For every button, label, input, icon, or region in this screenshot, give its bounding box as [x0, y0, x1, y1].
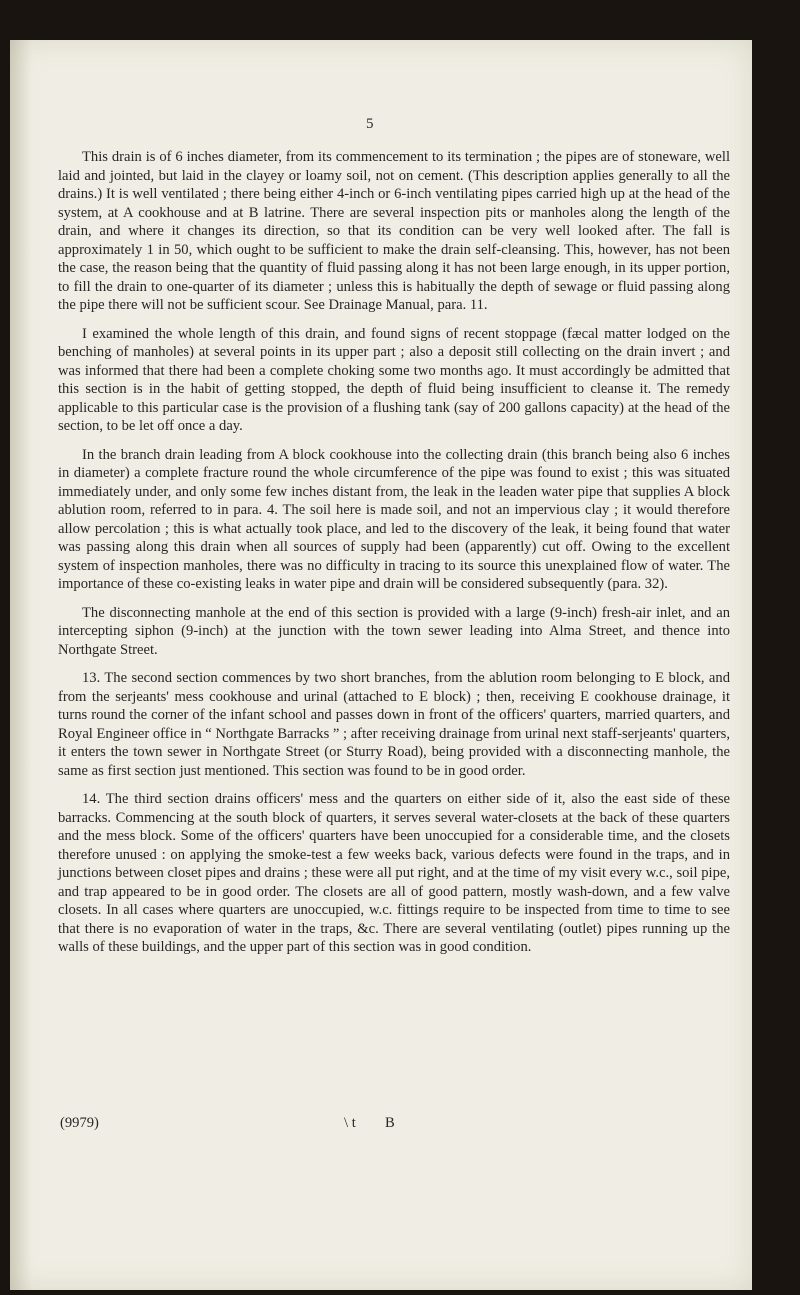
body-text [58, 148, 730, 957]
paragraph-branch-drain: In the branch drain leading from A block cookhouse into the collecting drain (this branch being also 6 inches in diameter) a complete fracture round the whole circumference of the pipe was found to exist ; this was situated immediately under, and only some few inches distant from, the leak in the leaden water pipe that supplies A block ablution room, referred to in para. 4. The soil here is made soil, and not an impervious clay ; it would therefore allow percolation ; this is what actually took place, and led to the discovery of the leak, it being found that water was passing along this drain when all sources of supply had been (apparently) cut off. Owing to the excellent system of inspection manholes, there was no difficulty in tracing to its source this unexplained flow of water. The importance of these co-existing leaks in water pipe and drain will be considered subsequently (para. 32). [58, 446, 730, 592]
paragraph-third-section: 14. The third section drains officers' mess and the quarters on either side of it, also the east side of these barracks. Commencing at the south block of quarters, it serves several water-closets at the back of these quarters and the mess block. Some of the officers' quarters have been unoccupied for a considerable time, and the closets therefore unused : on applying the smoke-test a few weeks back, various defects were found in the traps, and in junctions between closet pipes and drains ; these were all put right, and at the time of my visit every w.c., soil pipe, and trap appeared to be in good order. The closets are all of good pattern, mostly wash-down, and a few valve closets. In all cases where quarters are unoccupied, w.c. fittings require to be inspected from time to time to see that there is no evaporation of water in the traps, &c. There are several ventilating (outlet) pipes running up the walls of these buildings, and the upper part of this section was in good condition. [58, 791, 730, 955]
signature-letter: B [384, 1115, 395, 1131]
paragraph-disconnecting-manhole: The disconnecting manhole at the end of this section is provided with a large (9-inch) fresh-air inlet, and an intercepting siphon (9-inch) at the junction with the town sewer leading into Alma Street, and thence into Northgate Street. [58, 604, 730, 658]
signature-mark [344, 1115, 395, 1132]
print-code: (9979) [60, 1115, 99, 1131]
page-binding-shadow [10, 40, 32, 1290]
paragraph-drain-examination: I examined the whole length of this drain, and found signs of recent stoppage (fæcal matter lodged on the benching of manholes) at several points in its upper part ; also a deposit still collecting on the drain invert ; and was informed that there had been a complete choking some two months ago. It must accordingly be admitted that this section is in the habit of getting stopped, the depth of fluid being insufficient to cleanse it. The remedy applicable to this particular case is the provision of a flushing tank (say of 200 gallons capacity) at the head of the section, to be let off once a day. [58, 325, 730, 434]
handwritten-mark: \ t [344, 1115, 356, 1131]
paragraph-drain-description: This drain is of 6 inches diameter, from its commencement to its termination ; the pipes are of stoneware, well laid and jointed, but laid in the clayey or loamy soil, not on cement. (This description applies generally to all the drains.) It is well ventilated ; there being either 4-inch or 6-inch ventilating pipes carried high up at the head of the system, at A cookhouse and at B latrine. There are several inspection pits or manholes along the length of the drain, and where it changes its direction, so that its condition can be very well looked after. The fall is approximately 1 in 50, which ought to be sufficient to make the drain self-cleansing. This, however, has not been the case, the reason being that the quantity of fluid passing along it has not been large enough, in its upper portion, to fill the drain to one-quarter of its diameter ; unless this is habitually the depth of sewage or fluid passing along the pipe there will not be sufficient scour. See Drainage Manual, para. 11. [58, 149, 730, 313]
paragraph-second-section: 13. The second section commences by two short branches, from the ablution room belonging to E block, and from the serjeants' mess cookhouse and urinal (attached to E block) ; then, receiving E cookhouse drainage, it turns round the corner of the infant school and passes down in front of the officers' quarters, married quarters, and Royal Engineer office in “ Northgate Barracks ” ; after receiving drainage from urinal next staff-serjeants' quarters, it enters the town sewer in Northgate Street (or Sturry Road), being provided with a disconnecting manhole, the same as first section just mentioned. This section was found to be in good order. [58, 670, 730, 779]
document-page [10, 40, 752, 1290]
page-footer [58, 1115, 730, 1139]
page-number: 5 [366, 116, 374, 132]
